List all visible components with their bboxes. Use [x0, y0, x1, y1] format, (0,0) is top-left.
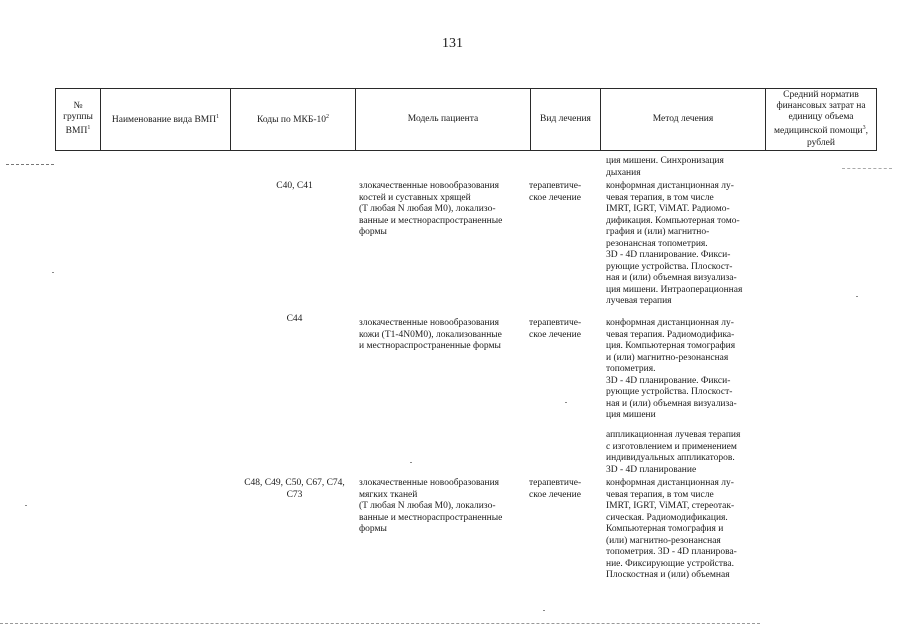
- header-patient-model: Модель пациента: [356, 89, 531, 151]
- row-2-treatment-type: терапевтиче- ское лечение: [529, 318, 582, 340]
- header-treatment-type: Вид лечения: [531, 89, 601, 151]
- row-1-patient-model: злокачественные новообразования костей и суставных хрящей (T любая N любая M0), локализо- ванные и местнораспространенные формы: [359, 181, 503, 237]
- row-3-treatment-method: конформная дистанционная лу- чевая терапия, в том числе IMRT, IGRT, ViMAT, стереотак- сическая. Радиомодификация. Компьютерная томография и (или) магнитно-резонансная топометрия. 3D - 4D планирова- ние. Фиксирующие устройства. Плоскостная и (или) объемная: [606, 478, 737, 580]
- header-treatment-method: Метод лечения: [601, 89, 766, 151]
- page-number: 131: [442, 36, 463, 51]
- row-1-treatment-method: конформная дистанционная лу- чевая терапия, в том числе IMRT, IGRT, ViMAT. Радиомо- дификация. Компьютерная томо- графия и (или) магнитно- резонансная топометрия. 3D - 4D планирование. Фикси- рующие устройства. Плоскост- ная и (или) объемная визуализа- ция мишени. Интраоперационная лучевая терапия: [606, 181, 743, 306]
- row-2-treatment-method: конформная дистанционная лу- чевая терапия. Радиомодифика- ция. Компьютерная томография и (или) магнитно-резонансная топометрия. 3D - 4D планирование. Фикси- рующие устройства. Плоскост- ная и (или) объемная визуализа- ция мишени: [606, 318, 737, 420]
- header-vmp-name: Наименование вида ВМП$^1$: [101, 89, 231, 151]
- row-1-codes: C40, C41: [276, 181, 313, 191]
- header-group-number: № группы ВМП$^1$: [56, 89, 101, 151]
- scan-artifact-line: [0, 623, 760, 624]
- scan-artifact-line: [842, 168, 892, 169]
- header-icd-codes: Коды по МКБ-$10^2$: [231, 89, 356, 151]
- row-3-treatment-type: терапевтиче- ское лечение: [529, 478, 582, 500]
- row-2-treatment-method-extra: аппликационная лучевая терапия с изготовлением и применением индивидуальных аппликаторов. 3D - 4D планирование: [606, 430, 741, 475]
- row-2-patient-model: злокачественные новообразования кожи (T1-4N0M0), локализованные и местнораспространенные формы: [359, 318, 502, 351]
- scan-speck: [410, 462, 412, 463]
- scan-speck: [543, 610, 545, 611]
- row-1-treatment-type: терапевтиче- ское лечение: [529, 181, 582, 203]
- scan-speck: [565, 402, 567, 403]
- scan-speck: [52, 272, 54, 273]
- scan-artifact-line: [6, 164, 54, 165]
- table-header: [55, 88, 877, 151]
- scan-speck: [856, 296, 858, 297]
- method-continuation: ция мишени. Синхронизация дыхания: [606, 156, 724, 178]
- row-3-codes: C48, C49, C50, C67, C74, C73: [244, 478, 345, 500]
- row-2-codes: C44: [286, 314, 303, 324]
- header-cost-norm: Средний норматив финансовых затрат на единицу объема медицинской помощи$^3$, рублей: [766, 89, 877, 151]
- row-3-patient-model: злокачественные новообразования мягких тканей (T любая N любая M0), локализо- ванные и местнораспространенные формы: [359, 478, 503, 534]
- scan-speck: [25, 505, 27, 506]
